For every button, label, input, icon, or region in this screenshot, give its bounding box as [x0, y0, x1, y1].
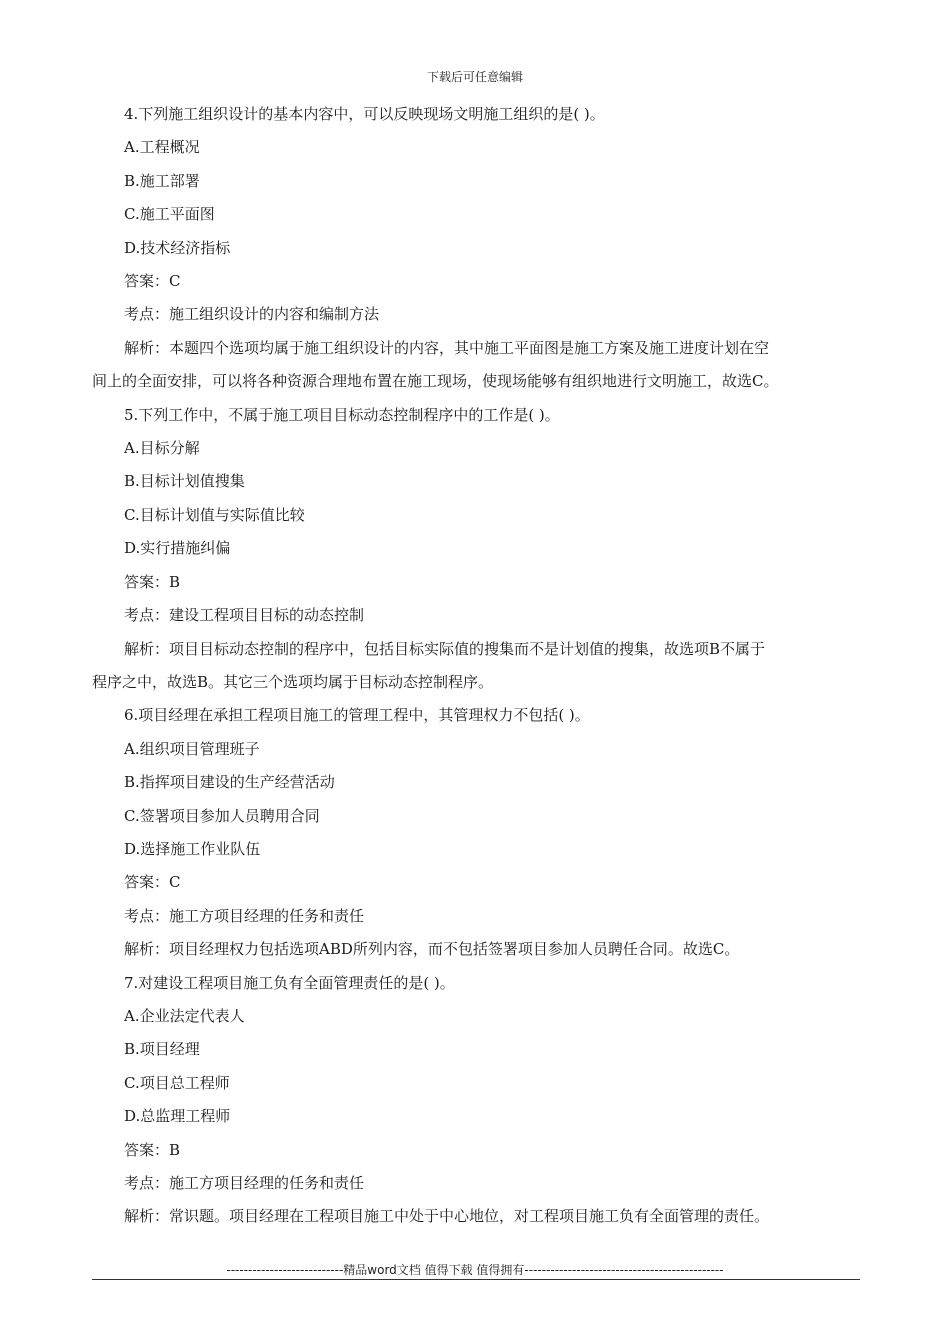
- question-block: [92, 399, 858, 700]
- option-a: A.企业法定代表人: [124, 1006, 245, 1025]
- analysis-line-1: 解析：本题四个选项均属于施工组织设计的内容，其中施工平面图是施工方案及施工进度计划在空: [124, 338, 770, 357]
- option-d: D.实行措施纠偏: [124, 539, 231, 558]
- option-c: C.项目总工程师: [124, 1073, 230, 1092]
- analysis-line-1: 解析：常识题。项目经理在工程项目施工中处于中心地位，对工程项目施工负有全面管理的责任。: [124, 1207, 770, 1226]
- option-c: C.目标计划值与实际值比较: [124, 505, 305, 524]
- question-block: [92, 98, 858, 399]
- question-block: [92, 967, 858, 1234]
- option-b: B.指挥项目建设的生产经营活动: [124, 773, 335, 792]
- option-a: A.目标分解: [124, 439, 200, 458]
- exam-point: 考点：施工方项目经理的任务和责任: [124, 906, 365, 925]
- question-stem: 5.下列工作中，不属于施工项目目标动态控制程序中的工作是( )。: [124, 405, 560, 424]
- analysis-line-2: 间上的全面安排，可以将各种资源合理地布置在施工现场，使现场能够有组织地进行文明施工，故选C。: [92, 372, 779, 391]
- option-d: D.总监理工程师: [124, 1107, 231, 1126]
- analysis-line-1: 解析：项目目标动态控制的程序中，包括目标实际值的搜集而不是计划值的搜集，故选项B不属于: [124, 639, 766, 658]
- footer-divider: [92, 1279, 860, 1280]
- analysis-line-2: 程序之中，故选B。其它三个选项均属于目标动态控制程序。: [92, 672, 494, 691]
- option-b: B.目标计划值搜集: [124, 472, 245, 491]
- option-d: D.技术经济指标: [124, 238, 231, 257]
- exam-point: 考点：施工组织设计的内容和编制方法: [124, 305, 380, 324]
- option-a: A.工程概况: [124, 138, 200, 157]
- option-c: C.施工平面图: [124, 205, 215, 224]
- option-b: B.项目经理: [124, 1040, 200, 1059]
- question-stem: 4.下列施工组织设计的基本内容中，可以反映现场文明施工组织的是( )。: [124, 105, 605, 123]
- page-header: 下载后可任意编辑: [426, 70, 523, 84]
- page-footer: ---------------------------精品word文档 值得下载 值得拥有----------------------------------------------: [226, 1263, 724, 1277]
- exam-point: 考点：建设工程项目目标的动态控制: [124, 606, 365, 625]
- option-c: C.签署项目参加人员聘用合同: [124, 806, 320, 825]
- option-d: D.选择施工作业队伍: [124, 839, 261, 858]
- exam-point: 考点：施工方项目经理的任务和责任: [124, 1174, 365, 1192]
- answer: 答案：C: [124, 272, 181, 291]
- question-stem: 6.项目经理在承担工程项目施工的管理工程中，其管理权力不包括( )。: [124, 706, 590, 725]
- answer: 答案：B: [124, 572, 181, 591]
- answer: 答案：C: [124, 873, 181, 892]
- option-a: A.组织项目管理班子: [124, 739, 260, 758]
- analysis-line-1: 解析：项目经理权力包括选项ABD所列内容，而不包括签署项目参加人员聘任合同。故选C。: [124, 940, 740, 959]
- document-body: [92, 98, 858, 1234]
- answer: 答案：B: [124, 1140, 181, 1159]
- question-stem: 7.对建设工程项目施工负有全面管理责任的是( )。: [124, 973, 455, 992]
- option-b: B.施工部署: [124, 171, 200, 190]
- question-block: [92, 699, 858, 966]
